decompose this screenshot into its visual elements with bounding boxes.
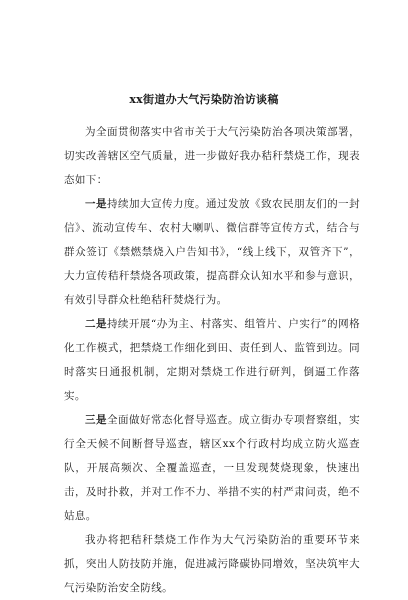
paragraph-text: 持续开展“办为主、村落实、组管片、户实行”的网格化工作模式，把禁烧工作细化到田、责任到人、监管到边。同时落实日通报机制，定期对禁烧工作进行研判，倒逼工作落实。 [64, 318, 360, 402]
point-two-lead: 二是 [85, 318, 107, 330]
point-one-lead: 一是 [85, 198, 108, 210]
point-three-paragraph [64, 408, 360, 528]
paragraph-text: 为全面贯彻落实中省市关于大气污染防治各项决策部署，切实改善辖区空气质量，进一步做好我办秸秆禁烧工作，现表态如下： [64, 126, 360, 186]
paragraph-text: 全面做好常态化督导巡查。成立街办专项督察组，实行全天候不间断督导巡查，辖区xx个行政村均成立防火巡查队，开展高频次、全覆盖巡查，一旦发现焚烧现象，快速出击，及时扑救，并对工作不力、举措不实的村严肃问责，绝不姑息。 [64, 414, 360, 522]
point-three-lead: 三是 [85, 414, 108, 426]
paragraph-text: 持续加大宣传力度。通过发放《致农民朋友们的一封信》、流动宣传车、农村大喇叭、微信群等宣传方式，结合与群众签订《禁燃禁烧入户告知书》，“线上线下，双管齐下”，大力宣传秸秆禁烧各项政策，提高群众认知水平和参与意识，有效引导群众杜绝秸秆焚烧行为。 [64, 198, 360, 306]
point-one-paragraph [64, 192, 360, 312]
document-body [64, 120, 360, 600]
conclusion-paragraph [64, 528, 360, 600]
document-title: xx街道办大气污染防治访谈稿 [129, 93, 279, 106]
paragraph-text: 我办将把秸秆禁烧工作作为大气污染防治的重要环节来抓，突出人防技防并施，促进减污降碳协同增效，坚决筑牢大气污染防治安全防线。 [64, 534, 360, 594]
intro-paragraph [64, 120, 360, 192]
point-two-paragraph [64, 312, 360, 408]
